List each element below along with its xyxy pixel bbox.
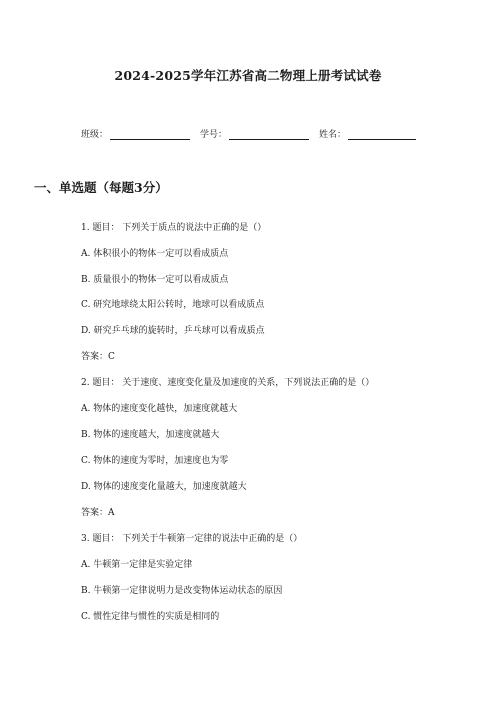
- question-1-option-c: C. 研究地球绕太阳公转时，地球可以看成质点: [81, 300, 265, 310]
- question-1-answer: 答案：C: [81, 352, 115, 362]
- question-3-option-a: A. 牛顿第一定律是实验定律: [81, 560, 193, 570]
- student-no-label: 学号：: [200, 130, 228, 140]
- question-1-option-a: A. 体积很小的物体一定可以看成质点: [81, 249, 229, 259]
- name-blank: [348, 129, 416, 140]
- document-title: 2024-2025学年江苏省高二物理上册考试试卷: [114, 68, 382, 83]
- question-1-option-d: D. 研究乒乓球的旋转时，乒乓球可以看成质点: [81, 326, 265, 336]
- question-1-stem: 1. 题目： 下列关于质点的说法中正确的是（）: [81, 223, 267, 233]
- question-3-option-c: C. 惯性定律与惯性的实质是相同的: [81, 612, 220, 622]
- question-2-option-c: C. 物体的速度为零时，加速度也为零: [81, 456, 229, 466]
- student-info-row: [81, 127, 416, 140]
- question-2-option-d: D. 物体的速度变化量越大，加速度就越大: [81, 482, 247, 492]
- question-2-option-b: B. 物体的速度越大，加速度就越大: [81, 430, 220, 440]
- question-2-stem: 2. 题目： 关于速度、速度变化量及加速度的关系，下列说法正确的是（）: [81, 378, 375, 388]
- name-label: 姓名：: [319, 130, 347, 140]
- question-1-option-b: B. 质量很小的物体一定可以看成质点: [81, 275, 229, 285]
- student-no-blank: [229, 129, 309, 140]
- class-blank: [110, 129, 190, 140]
- question-2-option-a: A. 物体的速度变化越快，加速度就越大: [81, 404, 238, 414]
- question-3-option-b: B. 牛顿第一定律说明力是改变物体运动状态的原因: [81, 586, 283, 596]
- class-label: 班级：: [81, 130, 109, 140]
- question-2-answer: 答案：A: [81, 508, 115, 518]
- section-heading: 一、单选题（每题3分）: [34, 180, 168, 195]
- question-3-stem: 3. 题目： 下列关于牛顿第一定律的说法中正确的是（）: [81, 534, 303, 544]
